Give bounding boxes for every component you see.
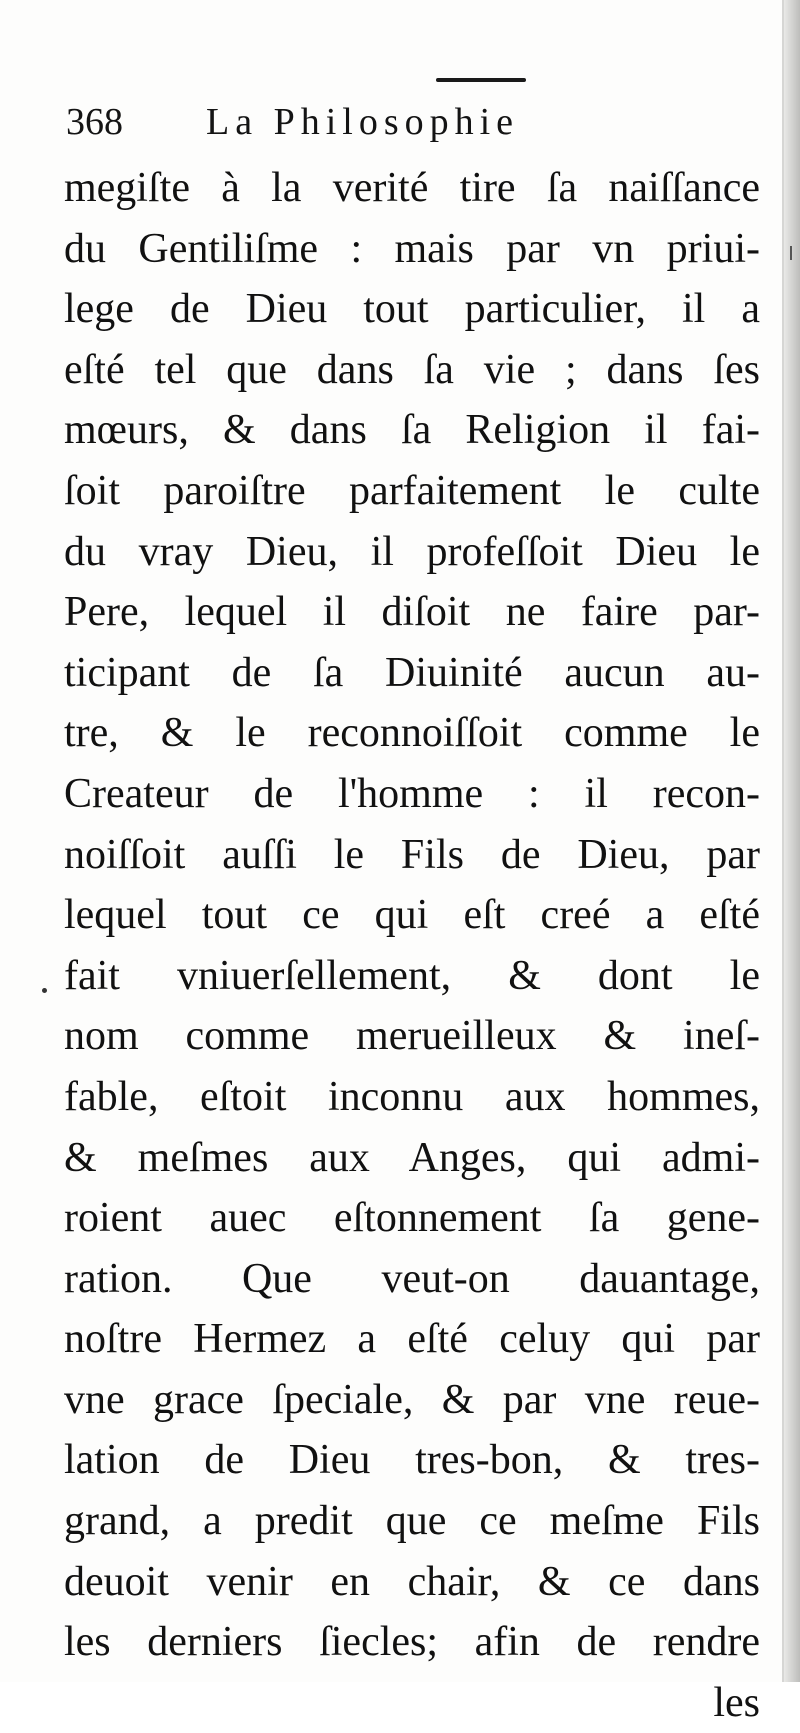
body-text <box>64 158 760 1733</box>
text-line: lege de Dieu tout particulier, il a <box>64 286 760 333</box>
text-line: du Gentiliſme : mais par vn priui- <box>64 225 760 272</box>
page-header <box>66 92 766 152</box>
page-edge-line <box>782 0 784 1682</box>
text-line: grand, a predit que ce meſme Fils <box>64 1498 760 1545</box>
text-line: & meſmes aux Anges, qui admi- <box>64 1134 760 1181</box>
margin-dot <box>42 988 47 993</box>
text-line: Createur de l'homme : il recon- <box>64 770 760 817</box>
text-line: lation de Dieu tres-bon, & tres- <box>64 1437 760 1484</box>
text-line: les derniers ſiecles; afin de rendre <box>64 1619 760 1666</box>
text-line: tre, & le reconnoiſſoit comme le <box>64 710 760 757</box>
catchword: les <box>713 1679 760 1726</box>
text-line: ſoit paroiſtre parfaitement le culte <box>64 467 760 514</box>
text-line: du vray Dieu, il profeſſoit Dieu le <box>64 528 760 575</box>
text-line: deuoit venir en chair, & ce dans <box>64 1558 760 1605</box>
text-line: ration. Que veut-on dauantage, <box>64 1255 760 1302</box>
text-line: vne grace ſpeciale, & par vne reue- <box>64 1376 760 1423</box>
header-ornament-rule <box>436 78 526 82</box>
text-line: lequel tout ce qui eſt creé a eſté <box>64 892 760 939</box>
text-line: ticipant de ſa Diuinité aucun au- <box>64 649 760 696</box>
margin-tick <box>790 246 792 260</box>
text-line: megiſte à la verité tire ſa naiſſance <box>64 165 760 211</box>
page-number: 368 <box>66 101 123 143</box>
text-line: noiſſoit auſſi le Fils de Dieu, par <box>64 831 760 878</box>
text-line: noſtre Hermez a eſté celuy qui par <box>64 1316 760 1363</box>
text-line: mœurs, & dans ſa Religion il fai- <box>64 407 760 454</box>
text-line: Pere, lequel il diſoit ne faire par- <box>64 589 760 636</box>
page-edge-shadow <box>784 0 800 1682</box>
text-line: fait vniuerſellement, & dont le <box>64 952 760 999</box>
text-line: eſté tel que dans ſa vie ; dans ſes <box>64 346 760 393</box>
text-line: roient auec eſtonnement ſa gene- <box>64 1195 760 1242</box>
text-line: nom comme merueilleux & ineſ- <box>64 1013 760 1060</box>
running-head: La Philosophie <box>206 101 520 143</box>
text-line: fable, eſtoit inconnu aux hommes, <box>64 1073 760 1120</box>
